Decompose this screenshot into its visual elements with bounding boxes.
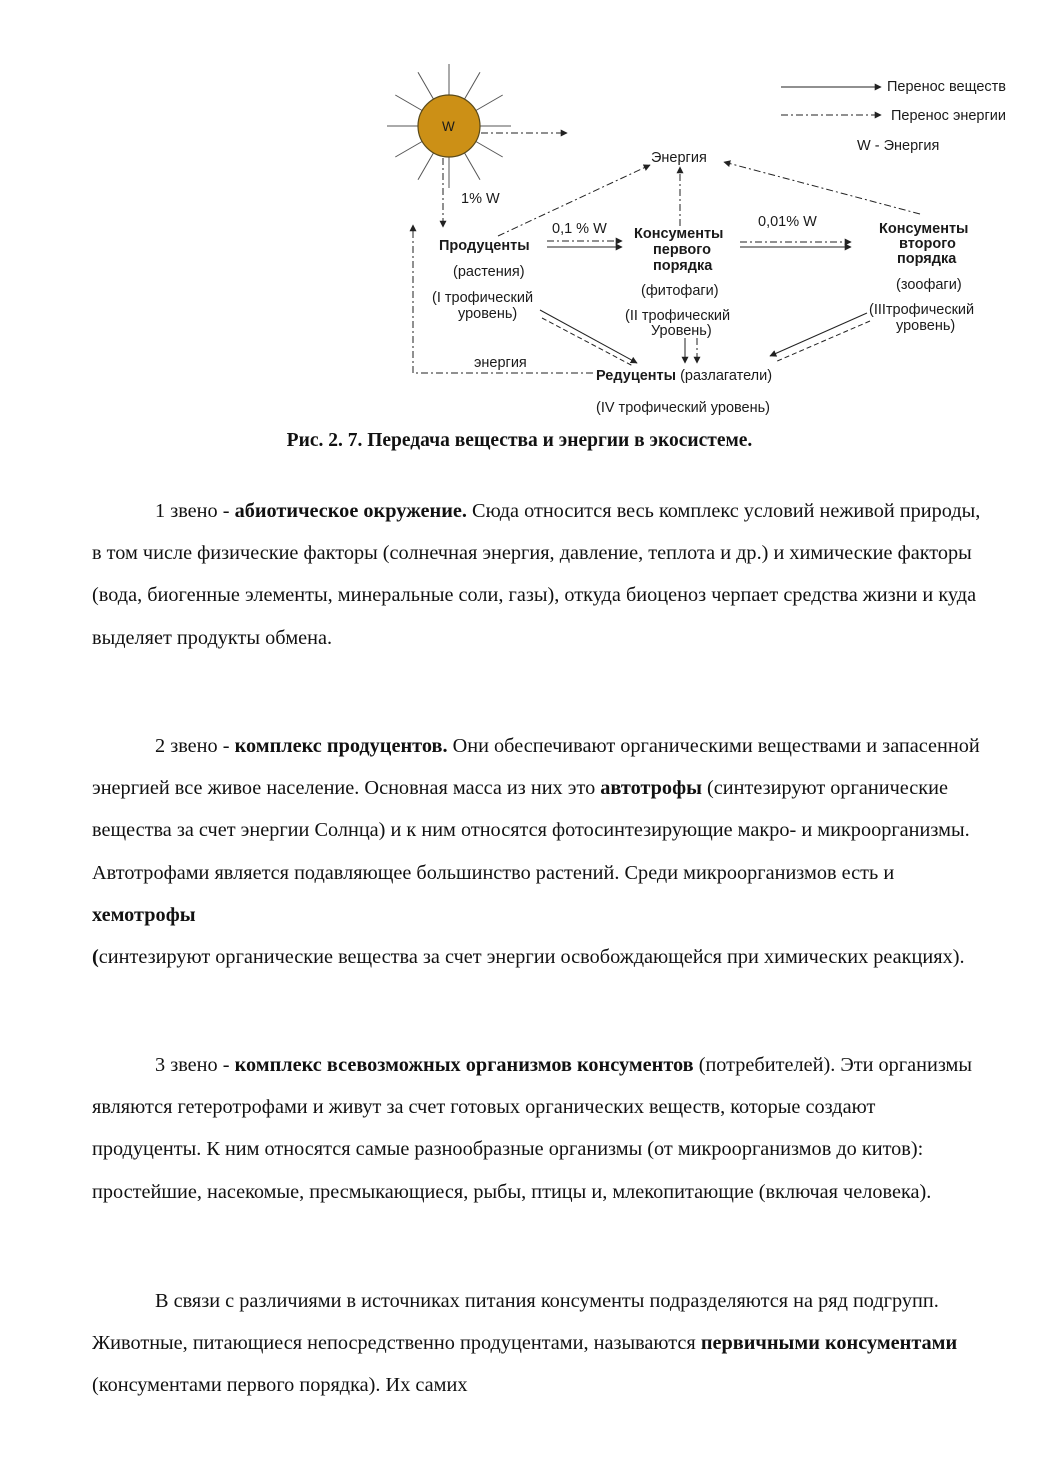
consumers1-title-1: Консументы (634, 226, 724, 242)
consumers2-title-2: второго (899, 236, 956, 252)
p2-bold: комплекс продуцентов. (234, 735, 448, 757)
p3-bold: комплекс всевозможных организмов консументов (234, 1054, 694, 1076)
consumers1-title-3: порядка (653, 258, 713, 274)
consumers1-sub: (фитофаги) (641, 283, 719, 299)
consumers2-to-reducers-arrow-2 (775, 321, 870, 362)
point-zero-one-percent-label: 0,01% W (758, 214, 817, 230)
paragraph-2 (92, 725, 982, 978)
sun-label: W (442, 119, 455, 134)
p1-lead: 1 звено - (155, 500, 235, 522)
reducers-label (596, 368, 772, 384)
p2-text-3: синтезируют органические вещества за счет энергии освобождающейся при химических реакциях). (98, 946, 965, 969)
consumers1-level-2: Уровень) (651, 323, 712, 339)
p2-chemotrophs: хемотрофы (92, 903, 196, 926)
p2-lead: 2 звено - (155, 735, 235, 757)
point-one-percent-label: 0,1 % W (552, 221, 607, 237)
legend-matter-label: Перенос веществ (887, 79, 1006, 95)
producers-sub: (растения) (453, 264, 525, 280)
p2-text-2: (синтезируют органические вещества за счет энергии Солнца) и к ним относятся фотосинтезирующие макро- и микроорганизмы. Автотрофами является подавляющее большинство растений. Среди микроорганизмов есть и (92, 777, 970, 884)
p2-text-1: Они обеспечивают органическими веществами и запасенной энергией все живое население. Основная масса из них это (92, 735, 980, 800)
producers-title: Продуценты (439, 238, 530, 254)
p3-rest: (потребителей). Эти организмы являются гетеротрофами и живут за счет готовых органических веществ, которые создают продуценты. К ним относятся самые разнообразные организмы (от микроорганизмов до китов): простейшие, насекомые, пресмыкающиеся, рыбы, птицы и, млекопитающие (включая человека). (92, 1054, 973, 1203)
paragraph-1 (92, 490, 982, 659)
consumers1-level-1: (II трофический (625, 308, 731, 324)
p1-bold: абиотическое окружение. (234, 500, 467, 522)
consumers1-title-2: первого (653, 242, 711, 258)
ecosystem-diagram (0, 0, 1039, 420)
energy-top-label: Энергия (651, 150, 707, 166)
energy-bottom-label: энергия (474, 355, 527, 371)
producers-level-2: уровень) (458, 306, 518, 322)
legend-w-definition: W - Энергия (857, 138, 940, 154)
consumers2-to-energy-arrow (724, 162, 920, 214)
consumers2-to-reducers-arrow (770, 313, 867, 356)
legend-energy-label: Перенос энергии (891, 108, 1006, 124)
one-percent-label: 1% W (461, 191, 500, 207)
consumers2-level-2: уровень) (896, 318, 956, 334)
p4-bold: первичными консументами (700, 1332, 958, 1355)
p3-lead: 3 звено - (155, 1054, 235, 1076)
p4-lead: В связи с различиями в источниках питания консументы подразделяются на ряд подгрупп. Животные, питающиеся непосредственно продуцентами, называются (92, 1290, 939, 1355)
reducers-level: (IV трофический уровень) (596, 400, 771, 416)
paragraph-3 (92, 1044, 982, 1213)
paragraph-4 (92, 1280, 982, 1407)
consumers2-title-1: Консументы (879, 221, 969, 237)
reducers-title: Редуценты (596, 368, 677, 384)
p4-rest: (консументами первого порядка). Их самих (92, 1374, 468, 1397)
p2-autotrophs: автотрофы (600, 777, 702, 800)
producers-to-reducers-arrow (540, 310, 637, 363)
p1-rest: Сюда относится весь комплекс условий неживой природы, в том числе физические факторы (солнечная энергия, давление, теплота и др.) и химические факторы (вода, биогенные элементы, минеральные соли, газы), откуда биоценоз черпает средства жизни и куда выделяет продукты обмена. (92, 500, 981, 649)
p2-paren: ( (92, 946, 99, 969)
figure-caption: Рис. 2. 7. Передача вещества и энергии в экосистеме. (286, 430, 753, 451)
reducers-sub: (разлагатели) (680, 368, 773, 384)
consumers2-sub: (зоофаги) (896, 277, 962, 293)
consumers2-title-3: порядка (897, 251, 957, 267)
producers-to-reducers-arrow-2 (542, 318, 633, 366)
producers-level-1: (I трофический (432, 290, 534, 306)
consumers2-level-1: (IIIтрофический (869, 302, 975, 318)
